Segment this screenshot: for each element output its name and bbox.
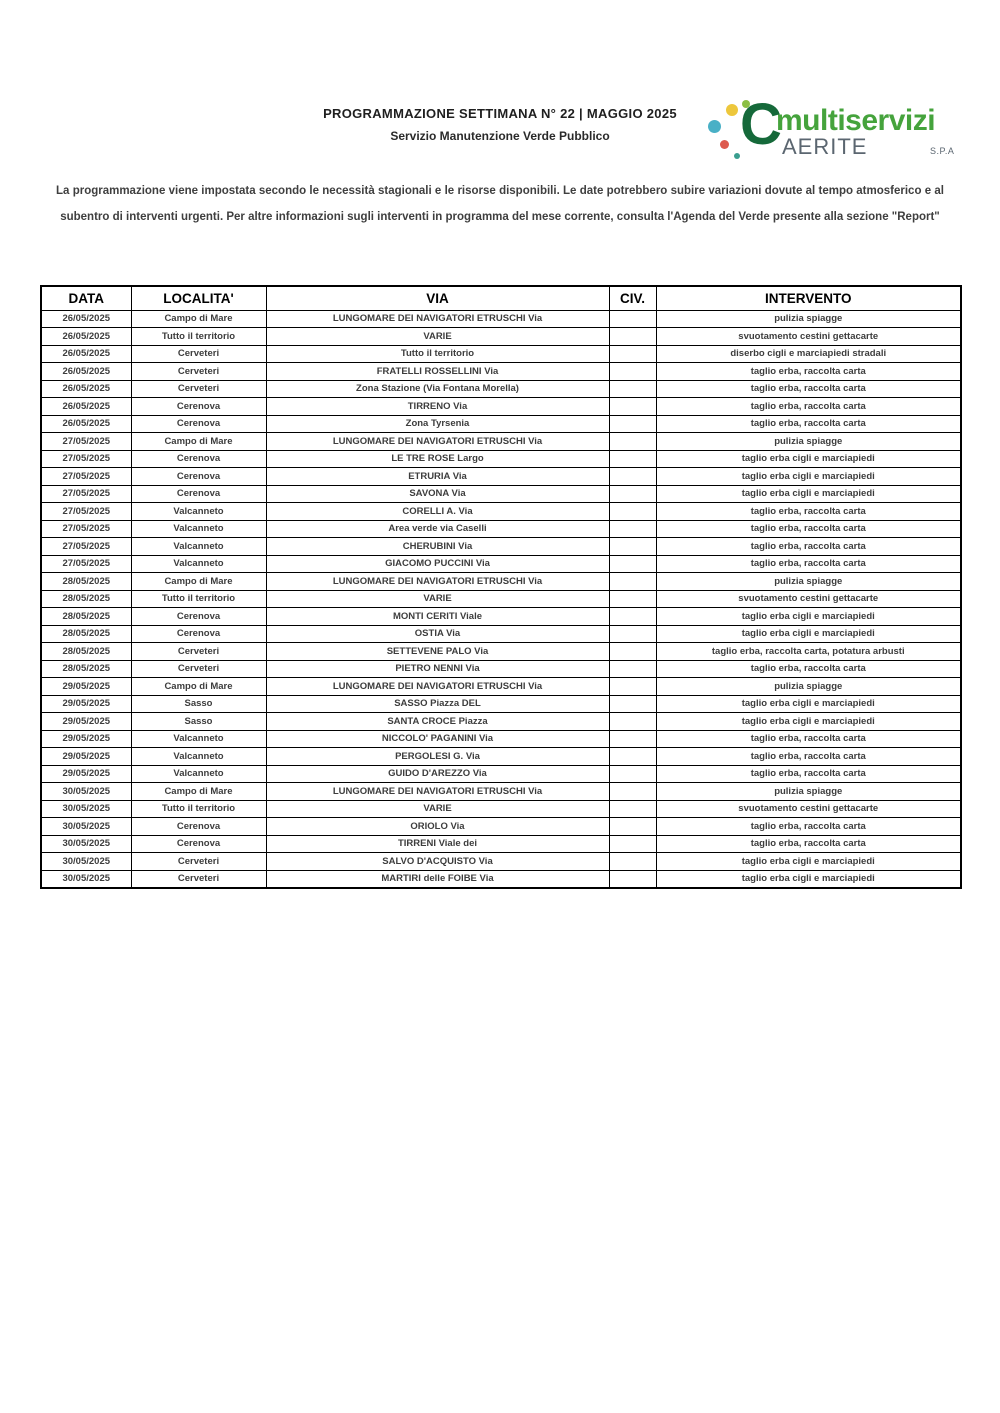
cell-data: 26/05/2025 — [41, 380, 131, 398]
cell-localita: Cerveteri — [131, 345, 266, 363]
cell-data: 30/05/2025 — [41, 870, 131, 888]
cell-via: LUNGOMARE DEI NAVIGATORI ETRUSCHI Via — [266, 433, 609, 451]
cell-intervento: taglio erba, raccolta carta — [656, 765, 961, 783]
page-subtitle: Servizio Manutenzione Verde Pubblico — [390, 129, 610, 143]
table-row — [41, 765, 961, 783]
cell-civ — [609, 310, 656, 328]
cell-civ — [609, 398, 656, 416]
cell-via: SETTEVENE PALO Via — [266, 643, 609, 661]
cell-via: NICCOLO' PAGANINI Via — [266, 730, 609, 748]
cell-localita: Cerenova — [131, 450, 266, 468]
table-row — [41, 660, 961, 678]
cell-civ — [609, 345, 656, 363]
cell-via: MARTIRI delle FOIBE Via — [266, 870, 609, 888]
page-title: PROGRAMMAZIONE SETTIMANA N° 22 | MAGGIO 2025 — [323, 106, 677, 121]
cell-localita: Tutto il territorio — [131, 800, 266, 818]
cell-civ — [609, 573, 656, 591]
cell-intervento: taglio erba, raccolta carta — [656, 380, 961, 398]
cell-intervento: taglio erba, raccolta carta — [656, 818, 961, 836]
cell-via: GIACOMO PUCCINI Via — [266, 555, 609, 573]
cell-intervento: taglio erba cigli e marciapiedi — [656, 625, 961, 643]
cell-intervento: svuotamento cestini gettacarte — [656, 590, 961, 608]
table-row — [41, 818, 961, 836]
table-row — [41, 643, 961, 661]
cell-via: CORELLI A. Via — [266, 503, 609, 521]
table-row — [41, 695, 961, 713]
cell-data: 30/05/2025 — [41, 835, 131, 853]
schedule-table — [40, 285, 962, 889]
cell-via: LUNGOMARE DEI NAVIGATORI ETRUSCHI Via — [266, 310, 609, 328]
cell-intervento: taglio erba cigli e marciapiedi — [656, 468, 961, 486]
cell-civ — [609, 328, 656, 346]
logo-spa-text: S.P.A — [930, 146, 955, 156]
cell-localita: Valcanneto — [131, 765, 266, 783]
cell-via: GUIDO D'AREZZO Via — [266, 765, 609, 783]
cell-civ — [609, 590, 656, 608]
cell-civ — [609, 485, 656, 503]
cell-localita: Campo di Mare — [131, 678, 266, 696]
cell-via: OSTIA Via — [266, 625, 609, 643]
cell-localita: Sasso — [131, 713, 266, 731]
cell-civ — [609, 643, 656, 661]
table-row — [41, 468, 961, 486]
cell-data: 29/05/2025 — [41, 730, 131, 748]
cell-localita: Sasso — [131, 695, 266, 713]
cell-via: VARIE — [266, 590, 609, 608]
table-row — [41, 730, 961, 748]
cell-data: 29/05/2025 — [41, 748, 131, 766]
cell-localita: Valcanneto — [131, 503, 266, 521]
cell-civ — [609, 695, 656, 713]
cell-data: 27/05/2025 — [41, 485, 131, 503]
logo-dot-blue-icon — [708, 120, 721, 133]
cell-via: ETRURIA Via — [266, 468, 609, 486]
cell-intervento: pulizia spiagge — [656, 678, 961, 696]
column-header-intervento: INTERVENTO — [656, 286, 961, 310]
table-row — [41, 520, 961, 538]
cell-civ — [609, 853, 656, 871]
table-row — [41, 783, 961, 801]
cell-localita: Campo di Mare — [131, 433, 266, 451]
cell-intervento: taglio erba, raccolta carta — [656, 503, 961, 521]
logo-letter-c: C — [740, 92, 782, 157]
table-row — [41, 433, 961, 451]
cell-via: VARIE — [266, 328, 609, 346]
table-row — [41, 398, 961, 416]
cell-data: 30/05/2025 — [41, 818, 131, 836]
cell-localita: Cerenova — [131, 485, 266, 503]
cell-data: 29/05/2025 — [41, 678, 131, 696]
table-row — [41, 485, 961, 503]
table-row — [41, 625, 961, 643]
logo-company-text: AERITE — [782, 134, 868, 159]
table-row — [41, 713, 961, 731]
cell-localita: Cerveteri — [131, 380, 266, 398]
cell-intervento: taglio erba cigli e marciapiedi — [656, 870, 961, 888]
cell-data: 30/05/2025 — [41, 800, 131, 818]
cell-civ — [609, 450, 656, 468]
cell-data: 28/05/2025 — [41, 573, 131, 591]
table-row — [41, 310, 961, 328]
cell-civ — [609, 380, 656, 398]
cell-localita: Valcanneto — [131, 748, 266, 766]
table-row — [41, 363, 961, 381]
cell-intervento: taglio erba cigli e marciapiedi — [656, 695, 961, 713]
cell-via: ORIOLO Via — [266, 818, 609, 836]
cell-civ — [609, 783, 656, 801]
cell-civ — [609, 800, 656, 818]
cell-localita: Valcanneto — [131, 730, 266, 748]
cell-via: LUNGOMARE DEI NAVIGATORI ETRUSCHI Via — [266, 573, 609, 591]
cell-via: MONTI CERITI Viale — [266, 608, 609, 626]
cell-localita: Valcanneto — [131, 555, 266, 573]
cell-civ — [609, 433, 656, 451]
cell-data: 27/05/2025 — [41, 520, 131, 538]
cell-intervento: taglio erba, raccolta carta — [656, 835, 961, 853]
cell-via: Zona Tyrsenia — [266, 415, 609, 433]
cell-civ — [609, 468, 656, 486]
cell-via: Area verde via Caselli — [266, 520, 609, 538]
table-row — [41, 555, 961, 573]
table-row — [41, 590, 961, 608]
cell-intervento: taglio erba cigli e marciapiedi — [656, 450, 961, 468]
intro-paragraph: La programmazione viene impostata secondo le necessità stagionali e le risorse disponibili. Le date potrebbero subire variazioni dovute al tempo atmosferico e al subentro di interventi urgenti. Per altre informazioni sugli interventi in programma del mese corrente, consulta l'Agenda del Verde presente alla sezione "Report" — [56, 185, 944, 223]
cell-via: TIRRENI Viale dei — [266, 835, 609, 853]
cell-localita: Cerveteri — [131, 870, 266, 888]
table-row — [41, 608, 961, 626]
table-row — [41, 853, 961, 871]
table-row — [41, 678, 961, 696]
table-row — [41, 835, 961, 853]
column-header-data: DATA — [41, 286, 131, 310]
cell-localita: Cerenova — [131, 835, 266, 853]
cell-data: 30/05/2025 — [41, 853, 131, 871]
cell-civ — [609, 678, 656, 696]
table-row — [41, 450, 961, 468]
column-header-civ: CIV. — [609, 286, 656, 310]
cell-civ — [609, 608, 656, 626]
multiservizi-caerite-logo — [700, 92, 955, 168]
logo-dot-red-icon — [720, 140, 729, 149]
cell-localita: Cerenova — [131, 818, 266, 836]
cell-data: 28/05/2025 — [41, 590, 131, 608]
table-row — [41, 573, 961, 591]
cell-data: 29/05/2025 — [41, 695, 131, 713]
cell-data: 28/05/2025 — [41, 625, 131, 643]
cell-localita: Campo di Mare — [131, 310, 266, 328]
cell-via: LE TRE ROSE Largo — [266, 450, 609, 468]
table-row — [41, 380, 961, 398]
cell-intervento: diserbo cigli e marciapiedi stradali — [656, 345, 961, 363]
cell-civ — [609, 713, 656, 731]
cell-intervento: pulizia spiagge — [656, 783, 961, 801]
cell-via: VARIE — [266, 800, 609, 818]
cell-data: 27/05/2025 — [41, 503, 131, 521]
cell-intervento: svuotamento cestini gettacarte — [656, 328, 961, 346]
cell-data: 26/05/2025 — [41, 398, 131, 416]
cell-intervento: pulizia spiagge — [656, 433, 961, 451]
cell-localita: Campo di Mare — [131, 573, 266, 591]
cell-intervento: pulizia spiagge — [656, 573, 961, 591]
cell-via: FRATELLI ROSSELLINI Via — [266, 363, 609, 381]
cell-civ — [609, 555, 656, 573]
cell-localita: Valcanneto — [131, 538, 266, 556]
cell-intervento: taglio erba, raccolta carta — [656, 730, 961, 748]
cell-localita: Tutto il territorio — [131, 590, 266, 608]
cell-civ — [609, 415, 656, 433]
cell-civ — [609, 730, 656, 748]
cell-localita: Tutto il territorio — [131, 328, 266, 346]
cell-intervento: taglio erba, raccolta carta — [656, 520, 961, 538]
table-row — [41, 748, 961, 766]
cell-localita: Campo di Mare — [131, 783, 266, 801]
table-row — [41, 345, 961, 363]
logo-dot-yellow-icon — [726, 104, 738, 116]
cell-data: 26/05/2025 — [41, 328, 131, 346]
cell-civ — [609, 765, 656, 783]
cell-intervento: taglio erba, raccolta carta — [656, 538, 961, 556]
cell-data: 28/05/2025 — [41, 608, 131, 626]
cell-civ — [609, 818, 656, 836]
cell-civ — [609, 538, 656, 556]
cell-localita: Valcanneto — [131, 520, 266, 538]
cell-via: LUNGOMARE DEI NAVIGATORI ETRUSCHI Via — [266, 678, 609, 696]
cell-via: TIRRENO Via — [266, 398, 609, 416]
cell-via: SALVO D'ACQUISTO Via — [266, 853, 609, 871]
table-row — [41, 538, 961, 556]
cell-intervento: taglio erba cigli e marciapiedi — [656, 713, 961, 731]
cell-via: SASSO Piazza DEL — [266, 695, 609, 713]
cell-data: 28/05/2025 — [41, 660, 131, 678]
cell-via: LUNGOMARE DEI NAVIGATORI ETRUSCHI Via — [266, 783, 609, 801]
table-row — [41, 415, 961, 433]
cell-via: PIETRO NENNI Via — [266, 660, 609, 678]
cell-localita: Cerveteri — [131, 363, 266, 381]
cell-data: 29/05/2025 — [41, 713, 131, 731]
cell-data: 30/05/2025 — [41, 783, 131, 801]
table-row — [41, 328, 961, 346]
table-row — [41, 503, 961, 521]
cell-civ — [609, 835, 656, 853]
column-header-via: VIA — [266, 286, 609, 310]
cell-data: 29/05/2025 — [41, 765, 131, 783]
cell-via: SANTA CROCE Piazza — [266, 713, 609, 731]
column-header-localita: LOCALITA' — [131, 286, 266, 310]
cell-intervento: taglio erba, raccolta carta — [656, 660, 961, 678]
cell-data: 26/05/2025 — [41, 415, 131, 433]
cell-data: 27/05/2025 — [41, 450, 131, 468]
cell-civ — [609, 625, 656, 643]
cell-data: 27/05/2025 — [41, 555, 131, 573]
cell-localita: Cerenova — [131, 398, 266, 416]
cell-civ — [609, 503, 656, 521]
cell-localita: Cerveteri — [131, 643, 266, 661]
cell-via: SAVONA Via — [266, 485, 609, 503]
cell-via: CHERUBINI Via — [266, 538, 609, 556]
cell-localita: Cerenova — [131, 468, 266, 486]
cell-localita: Cerenova — [131, 608, 266, 626]
cell-intervento: taglio erba, raccolta carta, potatura arbusti — [656, 643, 961, 661]
logo-brand-text: multiservizi — [776, 104, 936, 137]
table-header-row — [41, 286, 961, 310]
cell-civ — [609, 660, 656, 678]
cell-intervento: taglio erba cigli e marciapiedi — [656, 853, 961, 871]
cell-civ — [609, 748, 656, 766]
cell-intervento: taglio erba, raccolta carta — [656, 398, 961, 416]
cell-intervento: svuotamento cestini gettacarte — [656, 800, 961, 818]
cell-intervento: taglio erba, raccolta carta — [656, 748, 961, 766]
cell-via: Tutto il territorio — [266, 345, 609, 363]
cell-localita: Cerveteri — [131, 853, 266, 871]
cell-via: Zona Stazione (Via Fontana Morella) — [266, 380, 609, 398]
cell-data: 27/05/2025 — [41, 538, 131, 556]
cell-data: 26/05/2025 — [41, 345, 131, 363]
table-row — [41, 870, 961, 888]
cell-intervento: taglio erba, raccolta carta — [656, 415, 961, 433]
cell-data: 26/05/2025 — [41, 310, 131, 328]
cell-localita: Cerveteri — [131, 660, 266, 678]
cell-intervento: taglio erba cigli e marciapiedi — [656, 485, 961, 503]
cell-localita: Cerenova — [131, 625, 266, 643]
cell-localita: Cerenova — [131, 415, 266, 433]
cell-via: PERGOLESI G. Via — [266, 748, 609, 766]
cell-intervento: pulizia spiagge — [656, 310, 961, 328]
cell-data: 28/05/2025 — [41, 643, 131, 661]
cell-civ — [609, 870, 656, 888]
cell-intervento: taglio erba, raccolta carta — [656, 363, 961, 381]
cell-intervento: taglio erba, raccolta carta — [656, 555, 961, 573]
cell-data: 27/05/2025 — [41, 433, 131, 451]
cell-civ — [609, 520, 656, 538]
table-row — [41, 800, 961, 818]
cell-civ — [609, 363, 656, 381]
cell-intervento: taglio erba cigli e marciapiedi — [656, 608, 961, 626]
cell-data: 27/05/2025 — [41, 468, 131, 486]
cell-data: 26/05/2025 — [41, 363, 131, 381]
